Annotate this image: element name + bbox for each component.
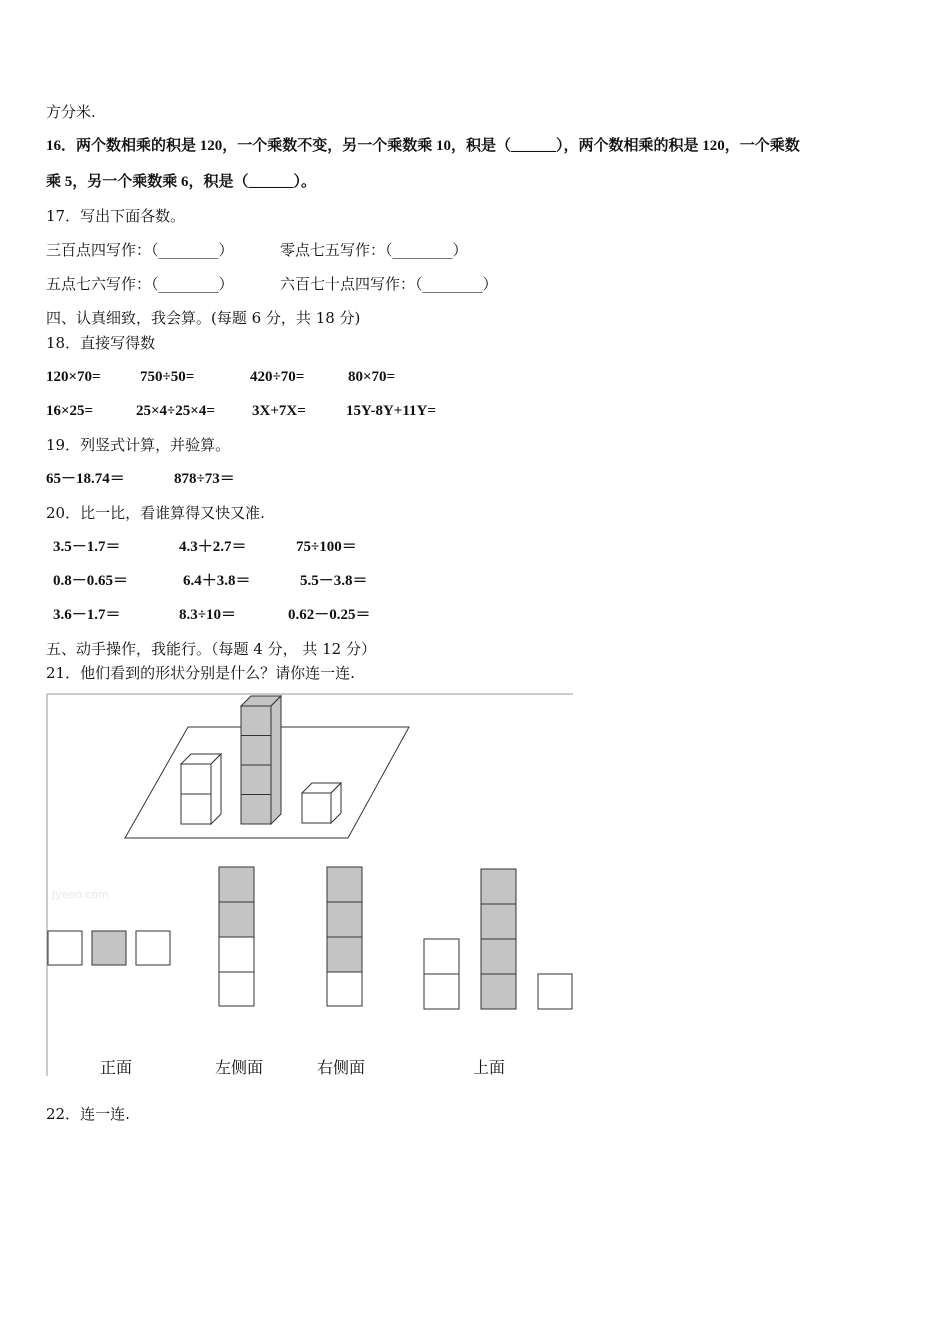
section-4-heading: 四、认真细致，我会算。(每题 6 分，共 18 分) xyxy=(46,309,361,327)
q18-expr: 750÷50= xyxy=(140,369,195,385)
q18-expr: 120×70= xyxy=(46,369,101,385)
cube-stack-middle xyxy=(241,696,281,824)
label-right-side: 右侧面 xyxy=(317,1058,366,1077)
view-column-a xyxy=(219,867,254,1006)
q19-expr: 65－18.74＝ xyxy=(46,471,125,487)
q18-expr: 15Y-8Y+11Y= xyxy=(346,403,436,419)
q20-expr: 3.5－1.7＝ xyxy=(53,539,121,555)
q17-row2-a: 五点七六写作：（________） xyxy=(46,275,234,293)
question-22: 22．连一连. xyxy=(46,1105,130,1123)
continued-text: 方分米. xyxy=(46,103,96,121)
section-5-heading: 五、动手操作，我能行。（每题 4 分， 共 12 分） xyxy=(46,640,376,658)
q20-expr: 8.3÷10＝ xyxy=(179,607,236,623)
label-front: 正面 xyxy=(100,1058,133,1077)
question-21: 21．他们看到的形状分别是什么？请你连一连. xyxy=(46,664,355,682)
q20-expr: 3.6－1.7＝ xyxy=(53,607,121,623)
question-17: 17．写出下面各数。 xyxy=(46,207,186,225)
question-19: 19．列竖式计算，并验算。 xyxy=(46,436,231,454)
q20-expr: 75÷100＝ xyxy=(296,539,357,555)
q17-row1-b: 零点七五写作：（________） xyxy=(280,241,468,259)
q17-row2-b: 六百七十点四写作：（________） xyxy=(280,275,498,293)
q18-expr: 3X+7X= xyxy=(252,403,306,419)
q20-expr: 0.62－0.25＝ xyxy=(288,607,371,623)
q18-expr: 16×25= xyxy=(46,403,94,419)
q18-expr: 420÷70= xyxy=(250,369,305,385)
question-16-line2: 乘 5，另一个乘数乘 6，积是（______）。 xyxy=(46,174,317,190)
question-18: 18．直接写得数 xyxy=(46,334,156,352)
q20-expr: 4.3＋2.7＝ xyxy=(179,539,247,555)
q20-expr: 0.8－0.65＝ xyxy=(53,573,129,589)
view-combined xyxy=(424,869,572,1009)
view-column-b xyxy=(327,867,362,1006)
q18-expr: 80×70= xyxy=(348,369,396,385)
q18-expr: 25×4÷25×4= xyxy=(136,403,215,419)
view-front-row xyxy=(48,931,170,965)
cube-single-right xyxy=(302,783,341,823)
q17-row1-a: 三百点四写作：（________） xyxy=(46,241,234,259)
q19-expr: 878÷73＝ xyxy=(174,471,235,487)
watermark: Jyeoo.com xyxy=(52,888,109,901)
label-top: 上面 xyxy=(473,1058,506,1077)
cube-stack-left xyxy=(181,754,221,824)
label-left-side: 左侧面 xyxy=(215,1058,264,1077)
question-16-line1: 16．两个数相乘的积是 120，一个乘数不变，另一个乘数乘 10，积是（______），两个数相乘的积是 120，一个乘数 xyxy=(46,138,800,154)
q20-expr: 6.4＋3.8＝ xyxy=(183,573,251,589)
question-20: 20．比一比，看谁算得又快又准. xyxy=(46,504,265,522)
q20-expr: 5.5－3.8＝ xyxy=(300,573,368,589)
